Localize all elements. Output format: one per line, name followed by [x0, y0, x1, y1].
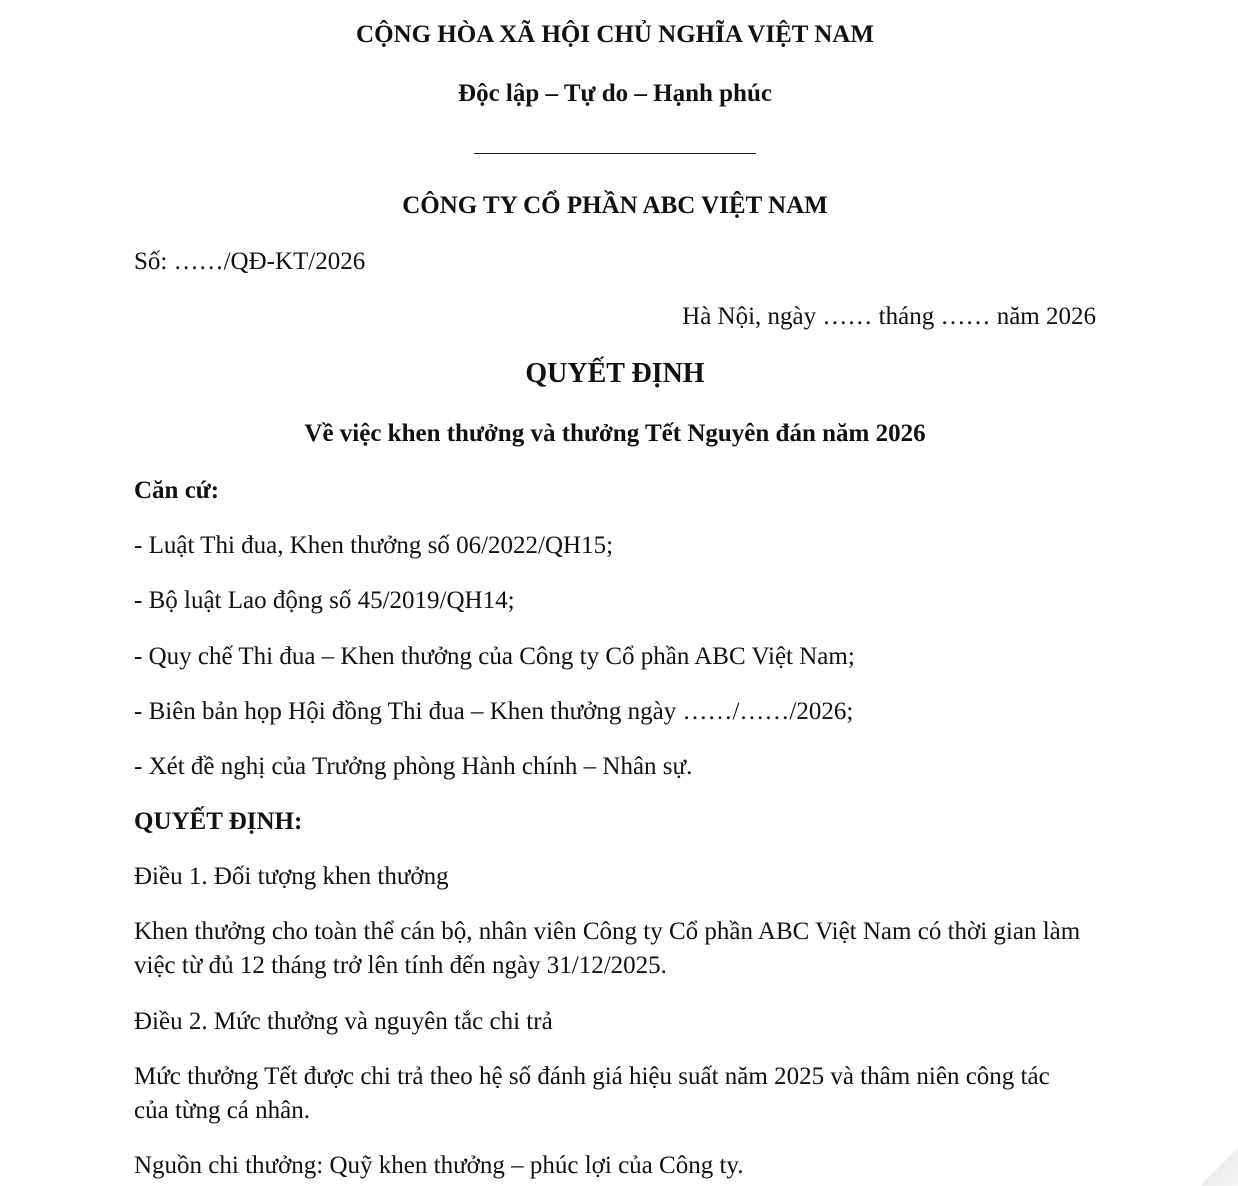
- basis-item: - Quy chế Thi đua – Khen thưởng của Công ty Cổ phần ABC Việt Nam;: [134, 643, 855, 670]
- decision-subject: Về việc khen thưởng và thưởng Tết Nguyên đán năm 2026: [304, 420, 926, 447]
- header-divider: [474, 153, 756, 154]
- article-2-text: Mức thưởng Tết được chi trả theo hệ số đánh giá hiệu suất năm 2025 và thâm niên công tác của từng cá nhân.: [134, 1063, 1050, 1124]
- national-motto: Độc lập – Tự do – Hạnh phúc: [458, 80, 772, 107]
- place-and-date: Hà Nội, ngày …… tháng …… năm 2026: [682, 303, 1096, 330]
- decision-title: QUYẾT ĐỊNH: [525, 358, 705, 389]
- basis-item: - Bộ luật Lao động số 45/2019/QH14;: [134, 587, 515, 614]
- basis-item: - Biên bản họp Hội đồng Thi đua – Khen thưởng ngày ……/……/2026;: [134, 698, 854, 725]
- article-2-title: Điều 2. Mức thưởng và nguyên tắc chi trả: [134, 1008, 553, 1035]
- basis-item: - Luật Thi đua, Khen thưởng số 06/2022/QH15;: [134, 532, 614, 559]
- document-number: Số: ……/QĐ-KT/2026: [134, 248, 366, 275]
- funding-source: Nguồn chi thưởng: Quỹ khen thưởng – phúc lợi của Công ty.: [134, 1152, 744, 1179]
- decision-heading: QUYẾT ĐỊNH:: [134, 808, 303, 835]
- company-name: CÔNG TY CỔ PHẦN ABC VIỆT NAM: [402, 192, 828, 219]
- article-1-text: Khen thưởng cho toàn thể cán bộ, nhân viên Công ty Cổ phần ABC Việt Nam có thời gian làm việc từ đủ 12 tháng trở lên tính đến ngày 31/12/2025.: [134, 918, 1081, 979]
- basis-item: - Xét đề nghị của Trưởng phòng Hành chính – Nhân sự.: [134, 753, 693, 780]
- basis-heading: Căn cứ:: [134, 477, 220, 504]
- national-title: CỘNG HÒA XÃ HỘI CHỦ NGHĨA VIỆT NAM: [356, 21, 874, 48]
- page-corner-curl: [1202, 1146, 1238, 1186]
- article-1-title: Điều 1. Đối tượng khen thưởng: [134, 863, 449, 890]
